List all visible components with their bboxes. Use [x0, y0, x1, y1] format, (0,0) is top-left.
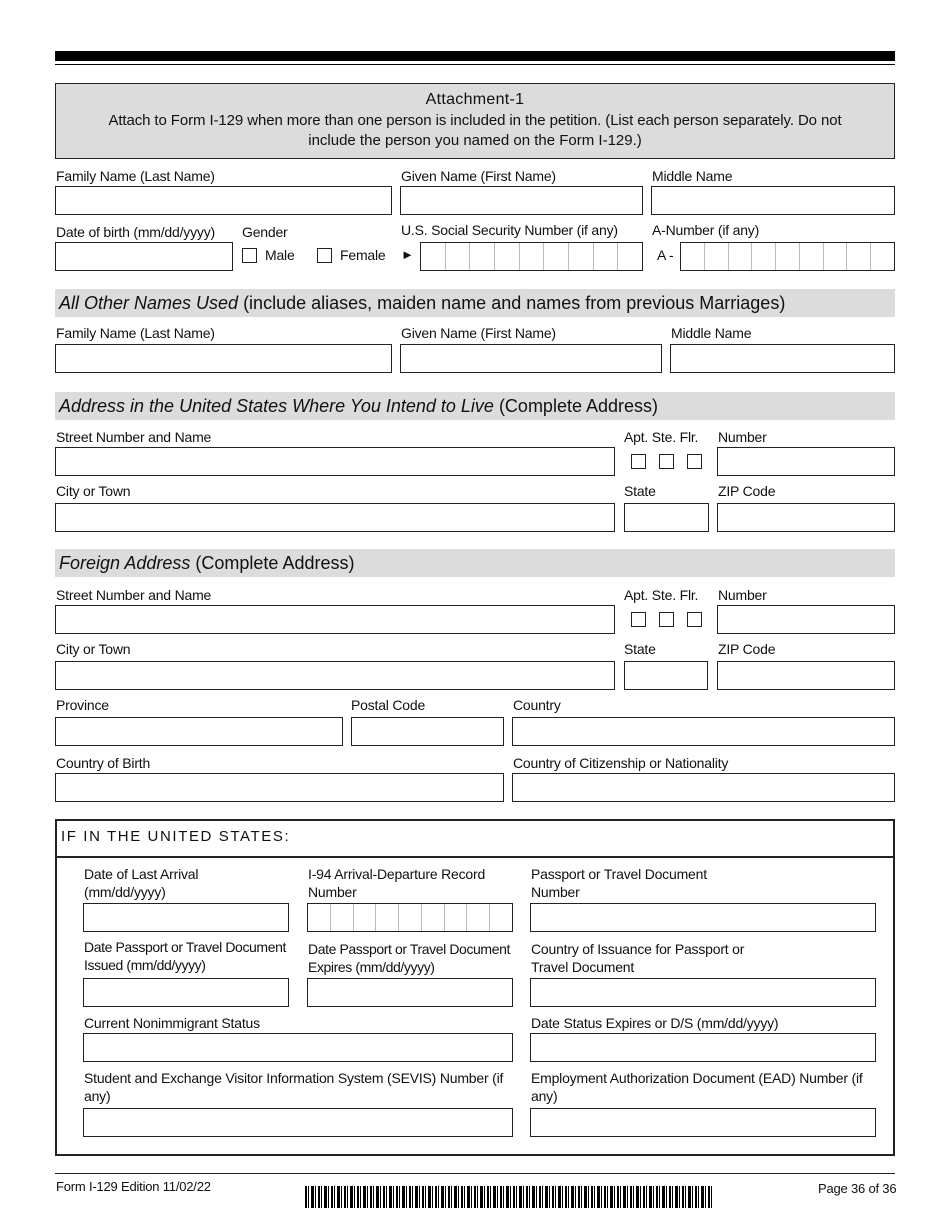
foreign-state-field[interactable]	[624, 661, 708, 690]
i94-field[interactable]	[307, 903, 513, 932]
dob-label: Date of birth (mm/dd/yyyy)	[56, 224, 215, 240]
foreign-address-title-italic: Foreign Address	[59, 553, 191, 573]
other-names-title-italic: All Other Names Used	[59, 293, 239, 313]
passport-number-field[interactable]	[530, 903, 876, 932]
passport-expires-label: Date Passport or Travel Document Expires (mm/dd/yyyy)	[308, 941, 510, 975]
top-thin-rule	[55, 64, 895, 65]
citizenship-field[interactable]	[512, 773, 895, 802]
us-city-label: City or Town	[56, 483, 131, 499]
attachment-instructions-2: include the person you named on the Form I-129.)	[308, 132, 642, 149]
country-field[interactable]	[512, 717, 895, 746]
other-middle-name-label: Middle Name	[671, 325, 752, 341]
foreign-city-field[interactable]	[55, 661, 615, 690]
ead-label: Employment Authorization Document (EAD) Number (if any)	[531, 1070, 863, 1104]
passport-number-label: Passport or Travel Document Number	[531, 866, 707, 900]
gender-label: Gender	[242, 224, 288, 240]
us-ste-checkbox[interactable]	[659, 454, 674, 469]
country-label: Country	[513, 697, 561, 713]
us-address-section-title	[55, 392, 895, 420]
in-us-title: IF IN THE UNITED STATES:	[61, 828, 291, 845]
us-flr-checkbox[interactable]	[687, 454, 702, 469]
anumber-label: A-Number (if any)	[652, 222, 760, 238]
passport-issued-label: Date Passport or Travel Document Issued (mm/dd/yyyy)	[84, 939, 286, 973]
other-names-title-rest: (include aliases, maiden name and names from previous Marriages)	[238, 293, 786, 313]
us-address-title-italic: Address in the United States Where You Intend to Live	[59, 396, 494, 416]
foreign-zip-field[interactable]	[717, 661, 895, 690]
foreign-apt-checkbox[interactable]	[631, 612, 646, 627]
foreign-address-section-title	[55, 549, 895, 577]
attachment-header	[55, 83, 895, 159]
ssn-field[interactable]	[420, 242, 643, 271]
family-name-field[interactable]	[55, 186, 392, 215]
us-street-field[interactable]	[55, 447, 615, 476]
middle-name-label: Middle Name	[652, 168, 733, 184]
birth-country-field[interactable]	[55, 773, 504, 802]
us-city-field[interactable]	[55, 503, 615, 532]
anumber-prefix: A -	[657, 247, 674, 263]
passport-issued-field[interactable]	[83, 978, 289, 1007]
us-address-title-rest: (Complete Address)	[493, 396, 659, 416]
other-given-name-label: Given Name (First Name)	[401, 325, 556, 341]
us-number-label: Number	[718, 429, 767, 445]
sevis-label: Student and Exchange Visitor Information System (SEVIS) Number (if any)	[84, 1070, 504, 1104]
female-checkbox[interactable]	[317, 248, 332, 263]
province-label: Province	[56, 697, 109, 713]
dob-field[interactable]	[55, 242, 233, 271]
male-checkbox[interactable]	[242, 248, 257, 263]
us-zip-field[interactable]	[717, 503, 895, 532]
issuance-country-label: Country of Issuance for Passport or Travel Document	[531, 941, 745, 975]
us-street-label: Street Number and Name	[56, 429, 212, 445]
foreign-flr-checkbox[interactable]	[687, 612, 702, 627]
foreign-street-field[interactable]	[55, 605, 615, 634]
ssn-label: U.S. Social Security Number (if any)	[401, 222, 618, 238]
middle-name-field[interactable]	[651, 186, 895, 215]
us-zip-label: ZIP Code	[718, 483, 776, 499]
last-arrival-label: Date of Last Arrival (mm/dd/yyyy)	[84, 866, 199, 900]
us-apt-label: Apt. Ste. Flr.	[624, 429, 699, 445]
anumber-field[interactable]	[680, 242, 895, 271]
other-family-name-field[interactable]	[55, 344, 392, 373]
nonimmigrant-status-field[interactable]	[83, 1033, 513, 1062]
foreign-zip-label: ZIP Code	[718, 641, 776, 657]
barcode	[305, 1186, 713, 1208]
us-number-field[interactable]	[717, 447, 895, 476]
given-name-label: Given Name (First Name)	[401, 168, 556, 184]
foreign-address-title-rest: (Complete Address)	[190, 553, 355, 573]
foreign-city-label: City or Town	[56, 641, 131, 657]
issuance-country-field[interactable]	[530, 978, 876, 1007]
foreign-apt-label: Apt. Ste. Flr.	[624, 587, 699, 603]
footer-rule	[55, 1173, 895, 1174]
status-expires-label: Date Status Expires or D/S (mm/dd/yyyy)	[531, 1015, 779, 1031]
other-names-section-title	[55, 289, 895, 317]
footer-page-number: Page 36 of 36	[818, 1181, 897, 1196]
nonimmigrant-status-label: Current Nonimmigrant Status	[84, 1015, 260, 1031]
in-us-title-divider	[55, 856, 895, 858]
citizenship-label: Country of Citizenship or Nationality	[513, 755, 729, 771]
sevis-field[interactable]	[83, 1108, 513, 1137]
birth-country-label: Country of Birth	[56, 755, 151, 771]
last-arrival-field[interactable]	[83, 903, 289, 932]
status-expires-field[interactable]	[530, 1033, 876, 1062]
attachment-title: Attachment-1	[425, 91, 525, 108]
ssn-arrow-icon: ►	[401, 247, 414, 262]
female-label: Female	[340, 247, 386, 263]
ead-field[interactable]	[530, 1108, 876, 1137]
attachment-instructions-1: Attach to Form I-129 when more than one person is included in the petition. (List each person separately. Do not	[108, 112, 842, 129]
province-field[interactable]	[55, 717, 343, 746]
foreign-number-label: Number	[718, 587, 767, 603]
other-given-name-field[interactable]	[400, 344, 662, 373]
given-name-field[interactable]	[400, 186, 643, 215]
other-middle-name-field[interactable]	[670, 344, 895, 373]
foreign-ste-checkbox[interactable]	[659, 612, 674, 627]
postal-code-field[interactable]	[351, 717, 504, 746]
us-state-field[interactable]	[624, 503, 709, 532]
us-state-label: State	[624, 483, 656, 499]
footer-form-edition: Form I-129 Edition 11/02/22	[56, 1179, 211, 1194]
foreign-number-field[interactable]	[717, 605, 895, 634]
us-apt-checkbox[interactable]	[631, 454, 646, 469]
postal-code-label: Postal Code	[351, 697, 426, 713]
other-family-name-label: Family Name (Last Name)	[56, 325, 215, 341]
i94-label: I-94 Arrival-Departure Record Number	[308, 866, 486, 900]
passport-expires-field[interactable]	[307, 978, 513, 1007]
foreign-street-label: Street Number and Name	[56, 587, 212, 603]
top-thick-rule	[55, 51, 895, 61]
foreign-state-label: State	[624, 641, 656, 657]
male-label: Male	[265, 247, 295, 263]
family-name-label: Family Name (Last Name)	[56, 168, 215, 184]
